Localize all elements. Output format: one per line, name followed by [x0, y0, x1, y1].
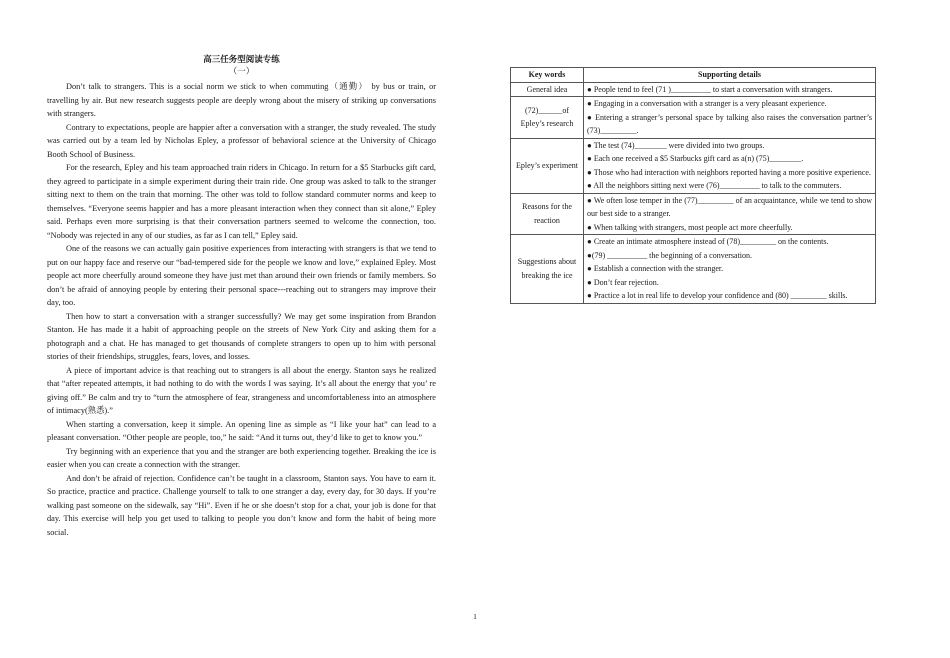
detail-item: ● Establish a connection with the stranger. — [587, 264, 724, 273]
page-number: 1 — [473, 612, 477, 621]
detail-item: ● We often lose temper in the (77)_________ of an acquaintance, while we tend to show our best side to a stranger. — [587, 195, 872, 218]
detail-item: ● People tend to feel (71 )__________ to start a conversation with strangers. — [587, 84, 833, 94]
task-table — [510, 67, 876, 304]
row-details — [584, 235, 876, 304]
row-details — [584, 138, 876, 193]
detail-item: ●(79) __________ the beginning of a conversation. — [587, 250, 753, 260]
article-paragraph-6: A piece of important advice is that reaching out to strangers is all about the energy. Stanton says he realized that “after repeated attempts, it had nothing to do with the words I was saying. It’s all about the energy that you’ re giving off.” Be calm and try to “turn the atmosphere of fear, strangeness and uncomfortableness into an atmosphere of intimacy(熟悉).” — [47, 365, 436, 415]
article-paragraph-5: Then how to start a conversation with a stranger successfully? We may get some inspiration from Brandon Stanton. He has made it a habit of approaching people on the streets of New York City and asking them for a photograph and a chat. He has managed to get thousands of complete strangers to open up to him with personal stories of their friendships, struggles, fears, loves, and losses. — [47, 311, 436, 361]
header-key-words: Key words — [511, 68, 584, 83]
article-paragraph-7: When starting a conversation, keep it simple. An opening line as simple as “I like your hat” can lead to a pleasant conversation. “Other people are people, too,” he said: “And it turns out, they’d like to get to know you.” — [47, 419, 436, 442]
detail-item: ● Entering a stranger’s personal space by talking also raises the conversation partner’s (73)_________. — [587, 112, 872, 135]
detail-item: ● When talking with strangers, most people act more cheerfully. — [587, 222, 793, 232]
article-paragraph-3: For the research, Epley and his team approached train riders in Chicago. In return for a $5 Starbucks gift card, they agreed to participate in a simple experiment during their train ride. One group was asked to talk to the stranger sitting next to them on the train that morning. The other was told to follow standard commuter norms and keep to themselves. “Everyone seems happier and has a more pleasant interaction when they connect than sit alone,” Epley said. Perhaps even more surprising is that their conversation partners seemed to welcome the connection, too. “Nobody was rejected in any of our studies, as far as I can tell,” Epley said. — [47, 163, 436, 240]
article-paragraph-2: Contrary to expectations, people are happier after a conversation with a stranger, the study revealed. The study was carried out by a team led by Nicholas Epley, a professor of behavioral science at the University of Chicago Booth School of Business. — [47, 122, 436, 159]
table-row — [511, 82, 876, 97]
detail-item: ● Don’t fear rejection. — [587, 277, 659, 287]
row-label: Suggestions about breaking the ice — [511, 235, 584, 304]
article-paragraph-9: And don’t be afraid of rejection. Confidence can’t be taught in a classroom, Stanton says. You have to earn it. So practice, practice and practice. Challenge yourself to talk to one stranger a day, every day, for 30 days. If you’re walking past someone on the sidewalk, say “Hi”. Even if he or she doesn’t stop for a chat, your job is done for that day. This exercise will help you get used to talking to people you don’t know and form the habit of being more social. — [47, 473, 436, 537]
page-title: 高三任务型阅读专练 — [203, 55, 280, 65]
table-row — [511, 235, 876, 304]
article-paragraph-1: Don’t talk to strangers. This is a social norm we stick to when commuting（通勤） by bus or train, or travelling by air. But new research suggests people are deeply wrong about the misery of striking up conversations with strangers. — [47, 82, 436, 118]
article-paragraph-8: Try beginning with an experience that you and the stranger are both experiencing together. Breaking the ice is easier when you can create a connection with the stranger. — [47, 446, 436, 469]
detail-item: ● Create an intimate atmosphere instead of (78)_________ on the contents. — [587, 237, 829, 246]
row-label: (72)______of Epley’s research — [511, 97, 584, 139]
table-row — [511, 97, 876, 139]
row-label: Epley’s experiment — [511, 138, 584, 193]
table-header-row — [511, 68, 876, 83]
row-label: General idea — [511, 82, 584, 97]
table-row — [511, 138, 876, 193]
row-details — [584, 193, 876, 235]
detail-item: ● All the neighbors sitting next were (76)__________ to talk to the commuters. — [587, 181, 842, 190]
detail-item: ● Each one received a $5 Starbucks gift card as a(n) (75)________. — [587, 154, 804, 163]
detail-item: ● Those who had interaction with neighbors reported having a more positive experience. — [587, 167, 871, 177]
detail-item: ● The test (74)________ were divided into two groups. — [587, 140, 765, 150]
table-row — [511, 193, 876, 235]
row-details — [584, 82, 876, 97]
section-number: （一） — [228, 67, 255, 77]
article-paragraph-4: One of the reasons we can actually gain positive experiences from interacting with strangers is that we tend to put on our happy face and reserve our “bad-tempered side for the people we know and love,” explained Epley. Most people act more cheerfully around someone they have just met than around their own friends or family members. So don’t be afraid of annoying people by entering their personal space---reaching out to strangers may improve their day, too. — [47, 244, 436, 307]
header-supporting-details: Supporting details — [584, 68, 876, 83]
article-column — [47, 54, 436, 539]
row-details — [584, 97, 876, 139]
row-label: Reasons for the reaction — [511, 193, 584, 235]
detail-item: ● Engaging in a conversation with a stranger is a very pleasant experience. — [587, 99, 827, 108]
detail-item: ● Practice a lot in real life to develop your confidence and (80) _________ skills. — [587, 291, 848, 300]
